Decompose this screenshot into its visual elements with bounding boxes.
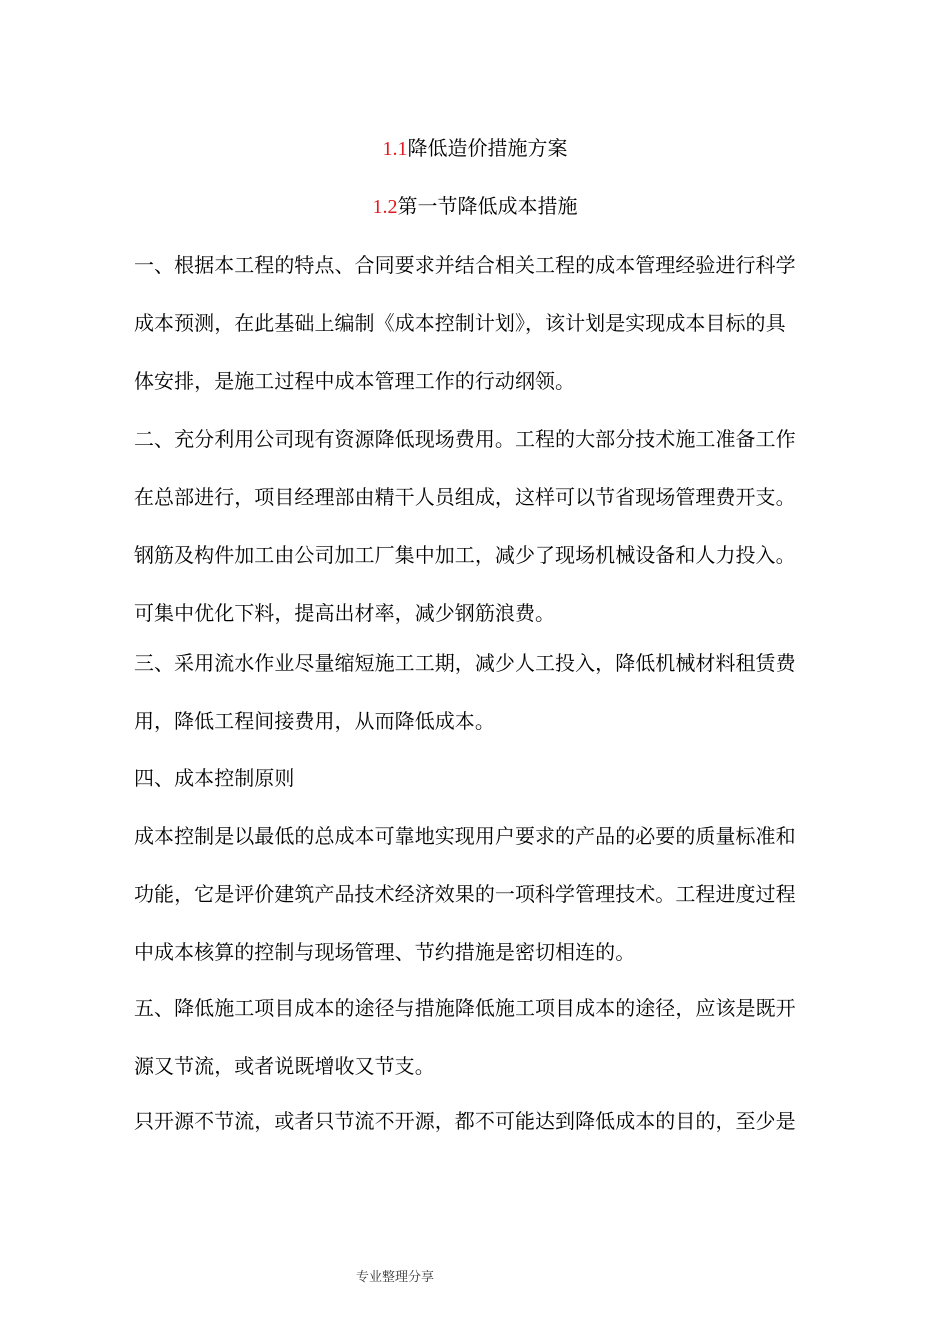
paragraph-3 xyxy=(134,634,840,750)
text-line: 源又节流，或者说既增收又节支。 xyxy=(134,1054,435,1078)
text-line: 三、采用流水作业尽量缩短施工工期，减少人工投入，降低机械材料租赁费 xyxy=(134,651,796,675)
heading-text: 降低造价措施方案 xyxy=(407,136,568,160)
heading-text: 第一节降低成本措施 xyxy=(397,194,578,218)
paragraph-6 xyxy=(134,979,840,1095)
text-line: 钢筋及构件加工由公司加工厂集中加工，减少了现场机械设备和人力投入。 xyxy=(134,543,796,567)
text-line: 只开源不节流，或者只节流不开源，都不可能达到降低成本的目的，至少是 xyxy=(134,1109,796,1133)
heading-number: 1.1 xyxy=(382,138,408,160)
text-line: 中成本核算的控制与现场管理、节约措施是密切相连的。 xyxy=(134,940,636,964)
heading-number: 1.2 xyxy=(372,196,398,218)
text-line: 体安排，是施工过程中成本管理工作的行动纲领。 xyxy=(134,369,576,393)
text-line: 成本控制是以最低的总成本可靠地实现用户要求的产品的必要的质量标准和 xyxy=(134,824,796,848)
text-line: 在总部进行，项目经理部由精干人员组成，这样可以节省现场管理费开支。 xyxy=(134,485,796,509)
text-line: 用，降低工程间接费用，从而降低成本。 xyxy=(134,709,495,733)
paragraph-5 xyxy=(134,807,840,981)
text-line: 成本预测，在此基础上编制《成本控制计划》，该计划是实现成本目标的具 xyxy=(134,311,786,335)
text-line: 二、充分利用公司现有资源降低现场费用。工程的大部分技术施工准备工作 xyxy=(134,427,796,451)
paragraph-7 xyxy=(134,1092,840,1150)
text-line: 功能，它是评价建筑产品技术经济效果的一项科学管理技术。工程进度过程 xyxy=(134,882,796,906)
text-line: 四、成本控制原则 xyxy=(134,766,295,790)
paragraph-1 xyxy=(134,236,840,410)
text-line: 五、降低施工项目成本的途径与措施降低施工项目成本的途径，应该是既开 xyxy=(134,996,796,1020)
paragraph-2 xyxy=(134,410,840,642)
text-line: 一、根据本工程的特点、合同要求并结合相关工程的成本管理经验进行科学 xyxy=(134,253,796,277)
section-heading-1-2 xyxy=(0,192,950,221)
page-footer: 专业整理分享 xyxy=(356,1270,435,1285)
paragraph-4 xyxy=(134,749,840,807)
text-line: 可集中优化下料，提高出材率，减少钢筋浪费。 xyxy=(134,601,556,625)
section-heading-1-1 xyxy=(0,134,950,163)
